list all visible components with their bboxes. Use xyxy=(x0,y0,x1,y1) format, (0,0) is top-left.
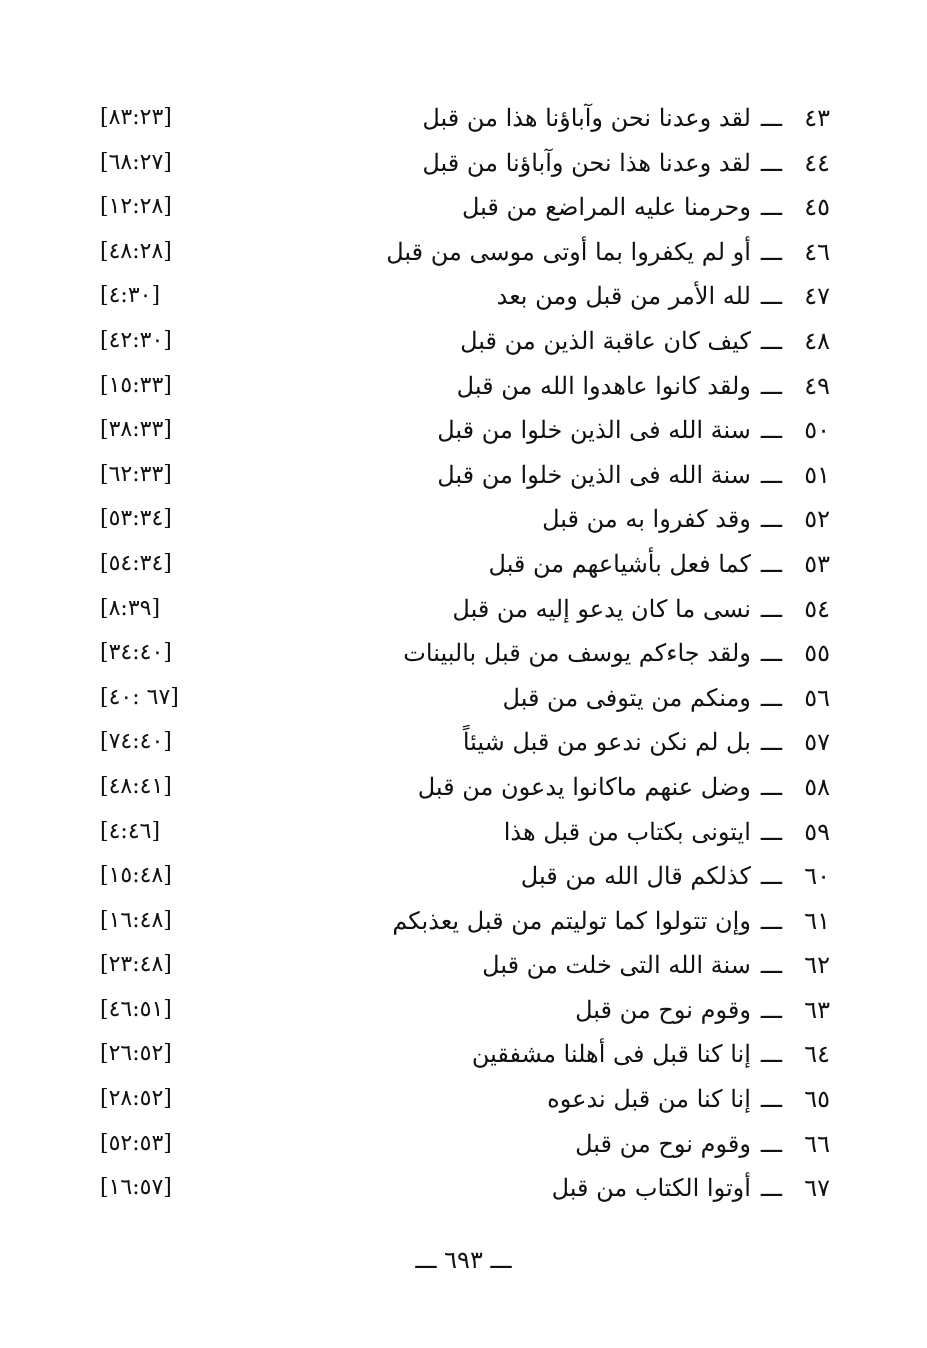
verse-reference: [٤٢:٣٠] xyxy=(100,327,172,353)
list-item xyxy=(90,1077,830,1122)
verse-reference: [١٦:٤٨] xyxy=(100,907,172,933)
entry-text-line xyxy=(472,1032,830,1077)
entry-dash: ـــ xyxy=(760,371,782,400)
entry-phrase: لقد وعدنا هذا نحن وآباؤنا من قبل xyxy=(422,148,751,177)
entry-text-line xyxy=(542,497,830,542)
list-item xyxy=(90,720,830,765)
entry-text-line xyxy=(575,988,830,1033)
verse-reference: [٦٧ :٤٠] xyxy=(100,684,179,710)
entry-text-line xyxy=(457,364,830,409)
entry-dash: ـــ xyxy=(760,549,782,578)
entry-phrase: إنا كنا قبل فى أهلنا مشفقين xyxy=(471,1040,751,1069)
verse-reference: [٤٨:٢٨] xyxy=(100,238,172,264)
verse-reference: [٥٣:٣٤] xyxy=(100,506,172,532)
verse-reference: [٥٢:٥٣] xyxy=(100,1130,172,1156)
entry-text-line xyxy=(437,453,830,498)
entry-dash: ـــ xyxy=(760,148,782,177)
verse-reference: [٧٤:٤٠] xyxy=(100,729,172,755)
list-item xyxy=(90,676,830,721)
verse-reference: [٦٢:٣٣] xyxy=(100,461,172,487)
entry-number: ٦٣ xyxy=(804,995,830,1024)
entry-dash: ـــ xyxy=(760,817,782,846)
entry-dash: ـــ xyxy=(760,104,782,132)
verse-reference: [٢٣:٤٨] xyxy=(100,952,172,978)
list-item xyxy=(90,943,830,988)
list-item xyxy=(90,988,830,1033)
list-item xyxy=(90,810,830,855)
list-item xyxy=(90,587,830,632)
entry-dash: ـــ xyxy=(760,416,782,445)
list-item xyxy=(90,542,830,587)
entry-phrase: أو لم يكفروا بما أوتى موسى من قبل xyxy=(386,237,751,266)
verse-reference: [٤:٤٦] xyxy=(100,818,161,844)
entry-text-line xyxy=(403,631,830,676)
entry-phrase: بل لم نكن ندعو من قبل شيئاً xyxy=(462,728,751,757)
list-item xyxy=(90,96,830,141)
entry-number: ٥٠ xyxy=(804,416,830,445)
list-item xyxy=(90,319,830,364)
entry-phrase: وقوم نوح من قبل xyxy=(575,1129,751,1158)
entry-phrase: ومنكم من يتوفى من قبل xyxy=(502,683,751,712)
entry-phrase: كذلكم قال الله من قبل xyxy=(520,862,751,891)
entry-text-line xyxy=(463,720,830,765)
list-item xyxy=(90,274,830,319)
entry-number: ٥٣ xyxy=(804,549,830,578)
entry-text-line xyxy=(452,587,830,632)
list-item xyxy=(90,1166,830,1211)
entry-number: ٥٩ xyxy=(804,817,830,846)
list-item xyxy=(90,230,830,275)
entry-number: ٥١ xyxy=(804,460,830,489)
verse-reference: [٣٨:٣٣] xyxy=(100,417,172,443)
entry-number: ٥٤ xyxy=(804,594,830,623)
verse-reference: [٣٤:٤٠] xyxy=(100,640,172,666)
entry-phrase: ايتونى بكتاب من قبل هذا xyxy=(503,817,751,846)
entry-phrase: نسى ما كان يدعو إليه من قبل xyxy=(452,594,751,623)
entry-phrase: كما فعل بأشياعهم من قبل xyxy=(488,549,751,578)
entry-number: ٤٤ xyxy=(804,148,830,177)
entry-text-line xyxy=(489,542,830,587)
entry-phrase: سنة الله التى خلت من قبل xyxy=(482,951,751,980)
entry-dash: ـــ xyxy=(760,772,782,801)
entry-text-line xyxy=(386,230,830,275)
entry-text-line xyxy=(503,676,830,721)
verse-reference: [٢٨:٥٢] xyxy=(100,1086,172,1112)
entry-dash: ـــ xyxy=(760,906,782,935)
entry-dash: ـــ xyxy=(760,862,782,891)
entry-dash: ـــ xyxy=(760,1129,782,1158)
list-item xyxy=(90,631,830,676)
entry-dash: ـــ xyxy=(760,282,782,311)
verse-reference: [٦٨:٢٧] xyxy=(100,149,172,175)
entry-phrase: سنة الله فى الذين خلوا من قبل xyxy=(437,416,751,445)
entry-text-line xyxy=(422,96,830,141)
entry-text-line xyxy=(521,854,830,899)
entry-phrase: أوتوا الكتاب من قبل xyxy=(551,1174,751,1203)
entry-phrase: ولقد جاءكم يوسف من قبل بالبينات xyxy=(403,639,751,668)
entry-phrase: وقوم نوح من قبل xyxy=(575,995,751,1024)
entry-dash: ـــ xyxy=(760,683,782,712)
verse-reference: [١٦:٥٧] xyxy=(100,1175,172,1201)
entry-number: ٦٤ xyxy=(804,1040,830,1069)
list-item xyxy=(90,185,830,230)
entry-text-line xyxy=(462,185,830,230)
entry-dash: ـــ xyxy=(760,995,782,1024)
entry-text-line xyxy=(504,810,830,855)
entry-number: ٥٢ xyxy=(804,505,830,534)
entry-text-line xyxy=(460,319,830,364)
entry-dash: ـــ xyxy=(760,460,782,489)
entry-phrase: لله الأمر من قبل ومن بعد xyxy=(496,282,751,311)
verse-reference: [٥٤:٣٤] xyxy=(100,550,172,576)
entry-text-line xyxy=(575,1122,830,1167)
verse-reference: [٨٣:٢٣] xyxy=(100,105,172,130)
list-item xyxy=(90,1122,830,1167)
entry-dash: ـــ xyxy=(760,728,782,757)
entry-phrase: وضل عنهم ماكانوا يدعون من قبل xyxy=(417,772,751,801)
entry-text-line xyxy=(437,408,830,453)
entry-text-line xyxy=(422,141,830,186)
entry-list xyxy=(90,96,830,1211)
entry-dash: ـــ xyxy=(760,951,782,980)
entry-phrase: كيف كان عاقبة الذين من قبل xyxy=(460,326,751,355)
entry-number: ٤٧ xyxy=(804,282,830,311)
entry-text-line xyxy=(418,765,830,810)
page-number: ـــ ٦٩٣ ـــ xyxy=(415,1246,512,1274)
list-item xyxy=(90,765,830,810)
entry-number: ٦٢ xyxy=(804,951,830,980)
list-item xyxy=(90,497,830,542)
list-item xyxy=(90,453,830,498)
entry-number: ٥٨ xyxy=(804,772,830,801)
entry-phrase: لقد وعدنا نحن وآباؤنا هذا من قبل xyxy=(422,104,751,132)
entry-number: ٤٣ xyxy=(804,104,830,132)
list-item xyxy=(90,854,830,899)
verse-reference: [٤٦:٥١] xyxy=(100,996,172,1022)
entry-phrase: ولقد كانوا عاهدوا الله من قبل xyxy=(456,371,751,400)
entry-dash: ـــ xyxy=(760,326,782,355)
entry-dash: ـــ xyxy=(760,594,782,623)
list-item xyxy=(90,364,830,409)
entry-number: ٦٠ xyxy=(804,862,830,891)
verse-reference: [٤٨:٤١] xyxy=(100,773,172,799)
entry-dash: ـــ xyxy=(760,1174,782,1203)
entry-number: ٤٩ xyxy=(804,371,830,400)
list-item xyxy=(90,899,830,944)
verse-reference: [١٥:٣٣] xyxy=(100,372,172,398)
verse-reference: [٨:٣٩] xyxy=(100,595,161,621)
entry-text-line xyxy=(482,943,830,988)
entry-number: ٦٧ xyxy=(804,1174,830,1203)
entry-number: ٦٦ xyxy=(804,1129,830,1158)
entry-phrase: وحرمنا عليه المراضع من قبل xyxy=(462,193,751,222)
entry-dash: ـــ xyxy=(760,193,782,222)
entry-dash: ـــ xyxy=(760,1040,782,1069)
entry-number: ٥٦ xyxy=(804,683,830,712)
entry-number: ٤٦ xyxy=(804,237,830,266)
verse-reference: [١٢:٢٨] xyxy=(100,194,172,220)
list-item xyxy=(90,408,830,453)
entry-text-line xyxy=(497,274,830,319)
entry-number: ٥٥ xyxy=(804,639,830,668)
entry-phrase: وقد كفروا به من قبل xyxy=(542,505,751,534)
verse-reference: [٢٦:٥٢] xyxy=(100,1041,172,1067)
entry-number: ٥٧ xyxy=(804,728,830,757)
entry-phrase: وإن تتولوا كما توليتم من قبل يعذبكم xyxy=(392,906,751,935)
entry-dash: ـــ xyxy=(760,639,782,668)
list-item xyxy=(90,141,830,186)
entry-number: ٦١ xyxy=(804,906,830,935)
entry-dash: ـــ xyxy=(760,505,782,534)
verse-reference: [١٥:٤٨] xyxy=(100,863,172,889)
entry-number: ٤٥ xyxy=(804,193,830,222)
entry-text-line xyxy=(552,1166,830,1211)
entry-dash: ـــ xyxy=(760,1085,782,1114)
verse-reference: [٤:٣٠] xyxy=(100,283,161,309)
entry-phrase: إنا كنا من قبل ندعوه xyxy=(547,1085,751,1114)
entry-text-line xyxy=(392,899,830,944)
list-item xyxy=(90,1032,830,1077)
entry-number: ٤٨ xyxy=(804,326,830,355)
entry-number: ٦٥ xyxy=(804,1085,830,1114)
entry-text-line xyxy=(547,1077,830,1122)
entry-dash: ـــ xyxy=(760,237,782,266)
entry-phrase: سنة الله فى الذين خلوا من قبل xyxy=(437,460,751,489)
